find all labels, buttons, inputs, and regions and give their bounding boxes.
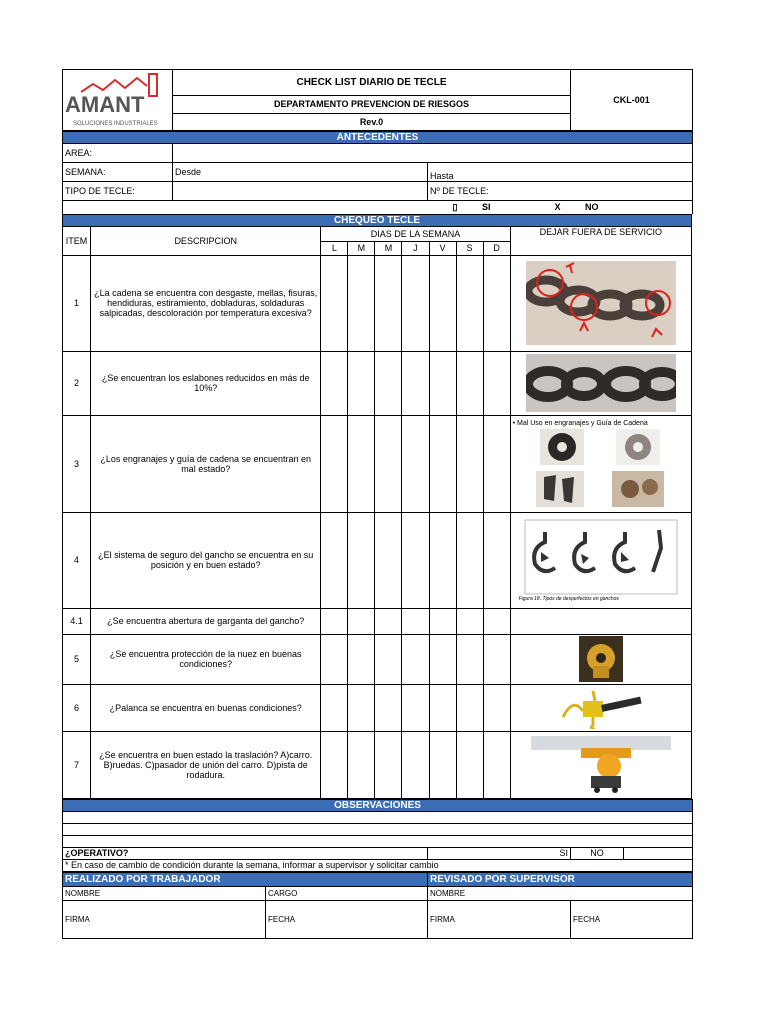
item-number: 7: [63, 731, 91, 798]
day-cell[interactable]: [321, 731, 348, 798]
item-number: 6: [63, 684, 91, 731]
worker-signature-field[interactable]: [63, 900, 266, 938]
day-cell[interactable]: [402, 731, 429, 798]
day-cell[interactable]: [321, 684, 348, 731]
col-dias-header: DIAS DE LA SEMANA: [321, 226, 510, 241]
day-cell[interactable]: [429, 512, 456, 608]
tipo-tecle-label: TIPO DE TECLE:: [63, 182, 173, 201]
day-header-m1: M: [348, 241, 375, 255]
si-no-selector[interactable]: [428, 201, 693, 214]
supervisor-date-label: FECHA: [573, 914, 601, 924]
day-cell[interactable]: [321, 255, 348, 351]
table-row: [63, 731, 692, 798]
worker-signature-label: FIRMA: [65, 914, 90, 924]
day-cell[interactable]: [483, 512, 510, 608]
gear-damage-image: [526, 427, 676, 509]
day-cell[interactable]: [348, 512, 375, 608]
day-cell[interactable]: [429, 731, 456, 798]
day-header-m2: M: [375, 241, 402, 255]
department-label: DEPARTAMENTO PREVENCION DE RIESGOS: [173, 96, 571, 113]
day-cell[interactable]: [375, 634, 402, 684]
out-of-service-cell[interactable]: [510, 608, 691, 634]
chequeo-header: CHEQUEO TECLE: [63, 214, 692, 226]
day-cell[interactable]: [348, 634, 375, 684]
supervisor-name-field[interactable]: [428, 886, 693, 900]
worker-cargo-label: CARGO: [268, 888, 298, 898]
antecedentes-header: ANTECEDENTES: [63, 132, 693, 144]
hasta-field[interactable]: [428, 163, 693, 182]
day-cell[interactable]: [456, 684, 483, 731]
table-row: [63, 634, 692, 684]
form-title: CHECK LIST DIARIO DE TECLE: [173, 70, 571, 96]
checkbox-icon[interactable]: ▯: [452, 201, 458, 212]
day-cell[interactable]: [348, 255, 375, 351]
day-cell[interactable]: [321, 351, 348, 415]
day-cell[interactable]: [375, 255, 402, 351]
day-cell[interactable]: [402, 255, 429, 351]
x-mark: X: [554, 201, 561, 212]
si-option-label: SI: [482, 201, 491, 212]
day-cell[interactable]: [402, 608, 429, 634]
item-number: 1: [63, 255, 91, 351]
item-number: 4: [63, 512, 91, 608]
day-cell[interactable]: [429, 684, 456, 731]
table-row: [63, 415, 692, 512]
table-row: [63, 351, 692, 415]
checklist-sheet: [62, 69, 692, 939]
supervisor-signature-label: FIRMA: [430, 914, 455, 924]
supervisor-name-label: NOMBRE: [430, 888, 466, 898]
item-description: ¿Se encuentra abertura de garganta del gancho?: [91, 608, 321, 634]
day-cell[interactable]: [321, 608, 348, 634]
col-fuera-servicio-header: DEJAR FUERA DE SERVICIO: [510, 226, 691, 255]
day-cell[interactable]: [456, 255, 483, 351]
item-description: ¿Se encuentra en buen estado la traslación? A)carro. B)ruedas. C)pasador de unión del carro. D)pista de rodadura.: [91, 731, 321, 798]
table-row: [63, 255, 692, 351]
day-cell[interactable]: [375, 415, 402, 512]
reduced-links-image: [510, 351, 691, 415]
day-cell[interactable]: [321, 415, 348, 512]
area-label: AREA:: [63, 144, 173, 163]
chain-wear-image: [510, 255, 691, 351]
antecedentes-table: [62, 131, 693, 214]
desde-label: Desde: [175, 167, 202, 177]
observaciones-header: OBSERVACIONES: [63, 799, 693, 811]
day-cell[interactable]: [456, 351, 483, 415]
day-cell[interactable]: [321, 512, 348, 608]
observation-line[interactable]: [63, 835, 693, 847]
supervisor-date-field[interactable]: [571, 900, 693, 938]
lever-hoist-image: [510, 684, 691, 731]
day-cell[interactable]: [402, 634, 429, 684]
amant-logo: [63, 70, 169, 128]
logo-cell: [63, 70, 173, 131]
item-description: ¿Palanca se encuentra en buenas condiciones?: [91, 684, 321, 731]
item-description: ¿Los engranajes y guía de cadena se encuentran en mal estado?: [91, 415, 321, 512]
operativo-si-label: SI: [428, 847, 571, 859]
operativo-no-field[interactable]: [624, 847, 693, 859]
item-number: 3: [63, 415, 91, 512]
day-cell[interactable]: [483, 608, 510, 634]
day-cell[interactable]: [402, 415, 429, 512]
day-header-l: L: [321, 241, 348, 255]
item-description: ¿El sistema de seguro del gancho se encuentra en su posición y en buen estado?: [91, 512, 321, 608]
day-cell[interactable]: [375, 731, 402, 798]
form-code: CKL-001: [571, 70, 693, 131]
day-cell[interactable]: [348, 351, 375, 415]
observaciones-table: [62, 799, 693, 872]
col-descripcion-header: DESCRIPCION: [91, 226, 321, 255]
desde-field[interactable]: [173, 163, 428, 182]
hook-damage-image: [523, 518, 679, 596]
revisado-header: REVISADO POR SUPERVISOR: [428, 872, 693, 886]
item-number: 2: [63, 351, 91, 415]
day-cell[interactable]: [375, 512, 402, 608]
day-cell[interactable]: [348, 608, 375, 634]
worker-name-label: NOMBRE: [65, 888, 101, 898]
day-header-j: J: [402, 241, 429, 255]
hook-damage-cell: [510, 512, 691, 608]
day-cell[interactable]: [456, 608, 483, 634]
day-header-v: V: [429, 241, 456, 255]
observation-line[interactable]: [63, 811, 693, 823]
day-cell[interactable]: [483, 684, 510, 731]
day-cell[interactable]: [456, 512, 483, 608]
day-cell[interactable]: [456, 634, 483, 684]
header-table: [62, 69, 693, 131]
day-cell[interactable]: [348, 684, 375, 731]
numero-tecle-field[interactable]: [428, 182, 693, 201]
col-item-header: ITEM: [63, 226, 91, 255]
condition-change-note: * En caso de cambio de condición durante la semana, informar a supervisor y solicitar cambio: [63, 859, 693, 871]
day-cell[interactable]: [321, 634, 348, 684]
item-number: 5: [63, 634, 91, 684]
day-cell[interactable]: [483, 634, 510, 684]
no-option-label: NO: [585, 201, 599, 212]
day-cell[interactable]: [402, 351, 429, 415]
semana-label: SEMANA:: [63, 163, 173, 182]
table-row: [63, 684, 692, 731]
observation-line[interactable]: [63, 823, 693, 835]
gear-damage-cell: [510, 415, 691, 512]
item-description: ¿La cadena se encuentra con desgaste, mellas, fisuras, hendiduras, estiramiento, dobladuras, soldaduras salpicadas, descoloración por temperatura excesiva?: [91, 255, 321, 351]
day-header-d: D: [483, 241, 510, 255]
item-description: ¿Se encuentran los eslabones reducidos en más de 10%?: [91, 351, 321, 415]
day-cell[interactable]: [429, 608, 456, 634]
hook-damage-caption: Figura 18. Tipos de desperfectos en ganchos: [518, 596, 619, 602]
table-row: [63, 512, 692, 608]
worker-cargo-field[interactable]: [266, 886, 428, 900]
day-cell[interactable]: [375, 684, 402, 731]
worker-date-label: FECHA: [268, 914, 296, 924]
day-cell[interactable]: [375, 608, 402, 634]
day-cell[interactable]: [429, 255, 456, 351]
day-cell[interactable]: [402, 512, 429, 608]
day-cell[interactable]: [429, 415, 456, 512]
day-cell[interactable]: [483, 415, 510, 512]
day-cell[interactable]: [456, 415, 483, 512]
trolley-hoist-image: [510, 731, 691, 798]
logo-text: AMANT: [65, 92, 145, 117]
realizado-header: REALIZADO POR TRABAJADOR: [63, 872, 428, 886]
day-cell[interactable]: [456, 731, 483, 798]
day-cell[interactable]: [348, 731, 375, 798]
hasta-label: Hasta: [430, 171, 454, 181]
day-cell[interactable]: [483, 351, 510, 415]
day-cell[interactable]: [402, 684, 429, 731]
item-number: 4.1: [63, 608, 91, 634]
hoist-nut-image: [510, 634, 691, 684]
day-cell[interactable]: [483, 731, 510, 798]
table-row: [63, 608, 692, 634]
supervisor-signature-field[interactable]: [428, 900, 571, 938]
gear-damage-caption: • Mal Uso en engranajes y Guía de Cadena: [512, 419, 648, 427]
signatures-table: [62, 872, 693, 939]
operativo-label: ¿OPERATIVO?: [63, 847, 428, 859]
chequeo-table: [62, 214, 692, 799]
area-field[interactable]: [173, 144, 693, 163]
day-cell[interactable]: [429, 634, 456, 684]
operativo-no-label: NO: [571, 847, 624, 859]
logo-subtext: SOLUCIONES INDUSTRIALES: [73, 121, 158, 127]
tipo-tecle-field[interactable]: [173, 182, 428, 201]
numero-tecle-label: Nº DE TECLE:: [430, 186, 489, 196]
day-cell[interactable]: [429, 351, 456, 415]
day-cell[interactable]: [375, 351, 402, 415]
day-header-s: S: [456, 241, 483, 255]
day-cell[interactable]: [483, 255, 510, 351]
day-cell[interactable]: [348, 415, 375, 512]
worker-date-field[interactable]: [266, 900, 428, 938]
item-description: ¿Se encuentra protección de la nuez en buenas condiciones?: [91, 634, 321, 684]
revision-label: Rev.0: [173, 113, 571, 130]
worker-name-field[interactable]: [63, 886, 266, 900]
